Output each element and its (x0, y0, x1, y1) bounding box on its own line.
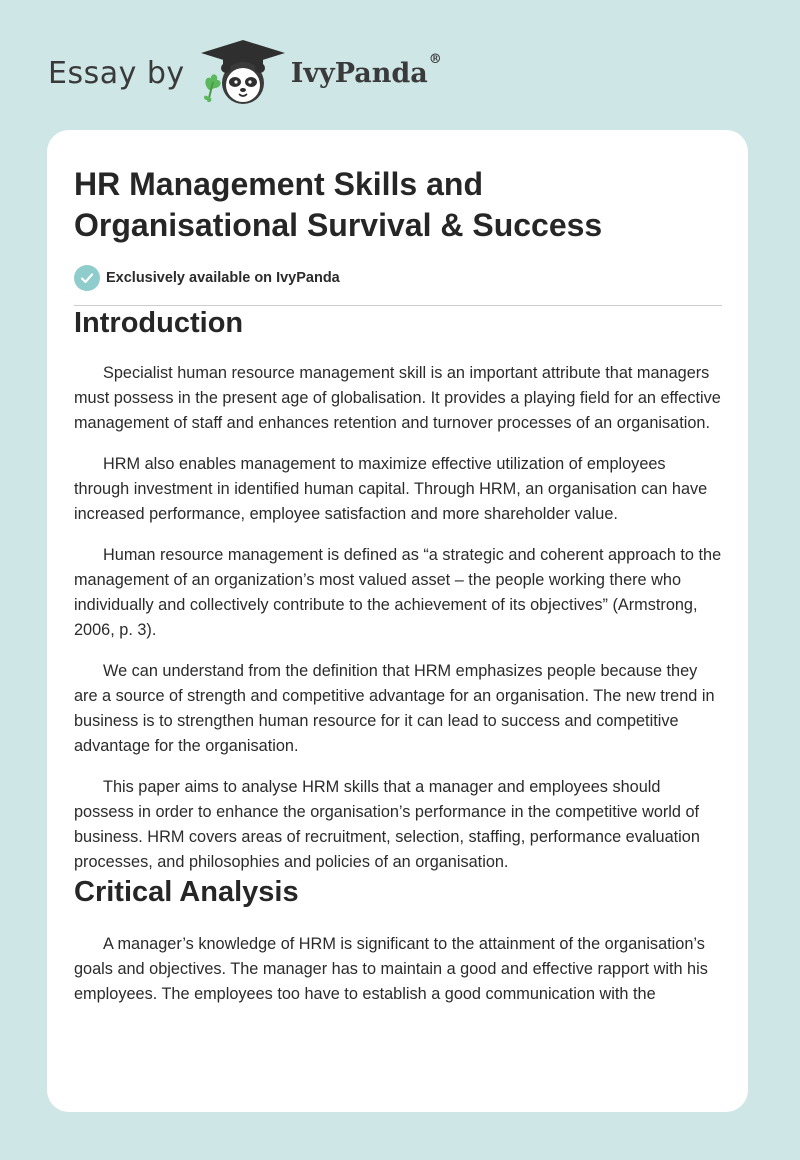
brand-text: IvyPanda (290, 57, 428, 89)
essay-card (47, 130, 748, 1112)
ivypanda-wordmark[interactable] (290, 51, 442, 89)
check-icon (74, 265, 100, 291)
title-line-1: HR Management Skills and (74, 166, 483, 202)
registered-mark: ® (428, 51, 442, 67)
site-header (48, 38, 442, 108)
paragraph: A manager’s knowledge of HRM is significant to the attainment of the organisation’s goals and objectives. The manager has to maintain a good and effective rapport with his employees. The employees too have to establish a good communication with the (74, 935, 708, 1003)
paragraph: We can understand from the definition that HRM emphasizes people because they are a source of strength and competitive advantage for an organisation. The new trend in business is to strengthen human resource for it can lead to success and competitive advantage for the organisation. (74, 662, 715, 755)
paragraph: HRM also enables management to maximize effective utilization of employees through investment in identified human capital. Through HRM, an organisation can have increased performance, employee satisfaction and more shareholder value. (74, 455, 708, 523)
essay-title (74, 164, 722, 246)
exclusive-badge (74, 265, 722, 291)
section-heading-introduction: Introduction (74, 307, 244, 339)
exclusive-label: Exclusively available on IvyPanda (106, 270, 340, 286)
essay-by-label: Essay by (48, 55, 185, 91)
paragraph: Human resource management is defined as “a strategic and coherent approach to the management of an organization’s most valued asset – the people working there who individually and collectively contribute to the achievement of its objectives” (Armstrong, 2006, p. 3). (74, 546, 722, 639)
paragraph: Specialist human resource management skill is an important attribute that managers must possess in the present age of globalisation. It provides a playing field for an effective management of staff and enhances retention and turnover processes of an organisation. (74, 364, 721, 432)
section-heading-critical-analysis: Critical Analysis (74, 876, 299, 908)
title-line-2: Organisational Survival & Success (74, 207, 603, 243)
panda-graduate-icon[interactable] (199, 38, 287, 108)
paragraph: This paper aims to analyse HRM skills that a manager and employees should possess in order to enhance the organisation’s performance in the competitive world of business. HRM covers areas of recruitment, selection, staffing, performance evaluation processes, and philosophies and policies of an organisation. (74, 778, 700, 871)
